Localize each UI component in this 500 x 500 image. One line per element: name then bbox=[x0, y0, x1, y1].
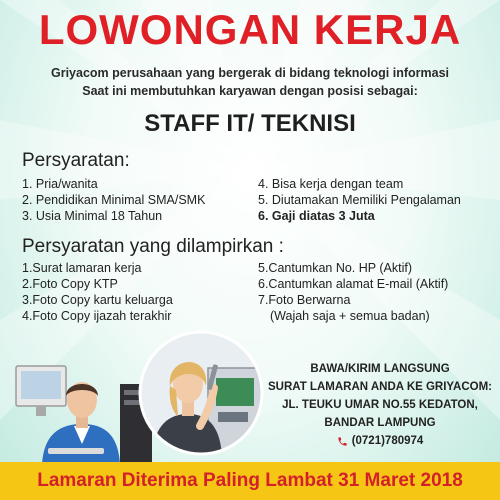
intro-line-2: Saat ini membutuhkan karyawan dengan posisi sebagai: bbox=[82, 84, 418, 98]
attachment-item: 6.Cantumkan alamat E-mail (Aktif) bbox=[258, 277, 449, 291]
attachments-heading: Persyaratan yang dilampirkan : bbox=[22, 236, 284, 257]
requirement-item: 2. Pendidikan Minimal SMA/SMK bbox=[22, 193, 206, 207]
deadline-text: Lamaran Diterima Paling Lambat 31 Maret 2018 bbox=[37, 470, 463, 491]
attachment-item: 2.Foto Copy KTP bbox=[22, 277, 118, 291]
attachment-item: 1.Surat lamaran kerja bbox=[22, 261, 142, 275]
salary-requirement: 6. Gaji diatas 3 Juta bbox=[258, 209, 375, 223]
attachment-item: 5.Cantumkan No. HP (Aktif) bbox=[258, 261, 412, 275]
requirements-heading: Persyaratan: bbox=[22, 150, 130, 171]
intro-line-1: Griyacom perusahaan yang bergerak di bidang teknologi informasi bbox=[50, 66, 450, 80]
requirements-list-right bbox=[258, 176, 461, 224]
requirements-list-left bbox=[22, 176, 205, 224]
attachment-item: 4.Foto Copy ijazah terakhir bbox=[22, 309, 172, 323]
contact-phone-row bbox=[337, 432, 424, 450]
contact-block bbox=[262, 360, 498, 450]
requirement-item: 4. Bisa kerja dengan team bbox=[258, 177, 404, 191]
poster-title: LOWONGAN KERJA bbox=[38, 6, 462, 53]
attachments-list-right bbox=[258, 260, 448, 324]
requirement-item: 5. Diutamakan Memiliki Pengalaman bbox=[258, 193, 461, 207]
requirement-item: 1. Pria/wanita bbox=[22, 177, 98, 191]
attachment-item-note: (Wajah saja + semua badan) bbox=[270, 309, 430, 323]
requirement-item: 3. Usia Minimal 18 Tahun bbox=[22, 209, 163, 223]
contact-city: BANDAR LAMPUNG bbox=[324, 417, 436, 429]
man-at-computer-image bbox=[8, 352, 158, 464]
technician-woman-image bbox=[138, 330, 264, 456]
attachment-item: 7.Foto Berwarna bbox=[258, 293, 351, 307]
attachments-list-left bbox=[22, 260, 173, 324]
contact-line-1: BAWA/KIRIM LANGSUNG bbox=[310, 363, 450, 375]
attachment-item: 3.Foto Copy kartu keluarga bbox=[22, 293, 173, 307]
contact-phone: (0721)780974 bbox=[351, 435, 424, 447]
phone-icon bbox=[337, 436, 348, 447]
deadline-banner bbox=[0, 462, 500, 500]
job-position: STAFF IT/ TEKNISI bbox=[144, 110, 356, 137]
contact-address: JL. TEUKU UMAR NO.55 KEDATON, bbox=[282, 399, 478, 411]
contact-line-2: SURAT LAMARAN ANDA KE GRIYACOM: bbox=[267, 381, 493, 393]
